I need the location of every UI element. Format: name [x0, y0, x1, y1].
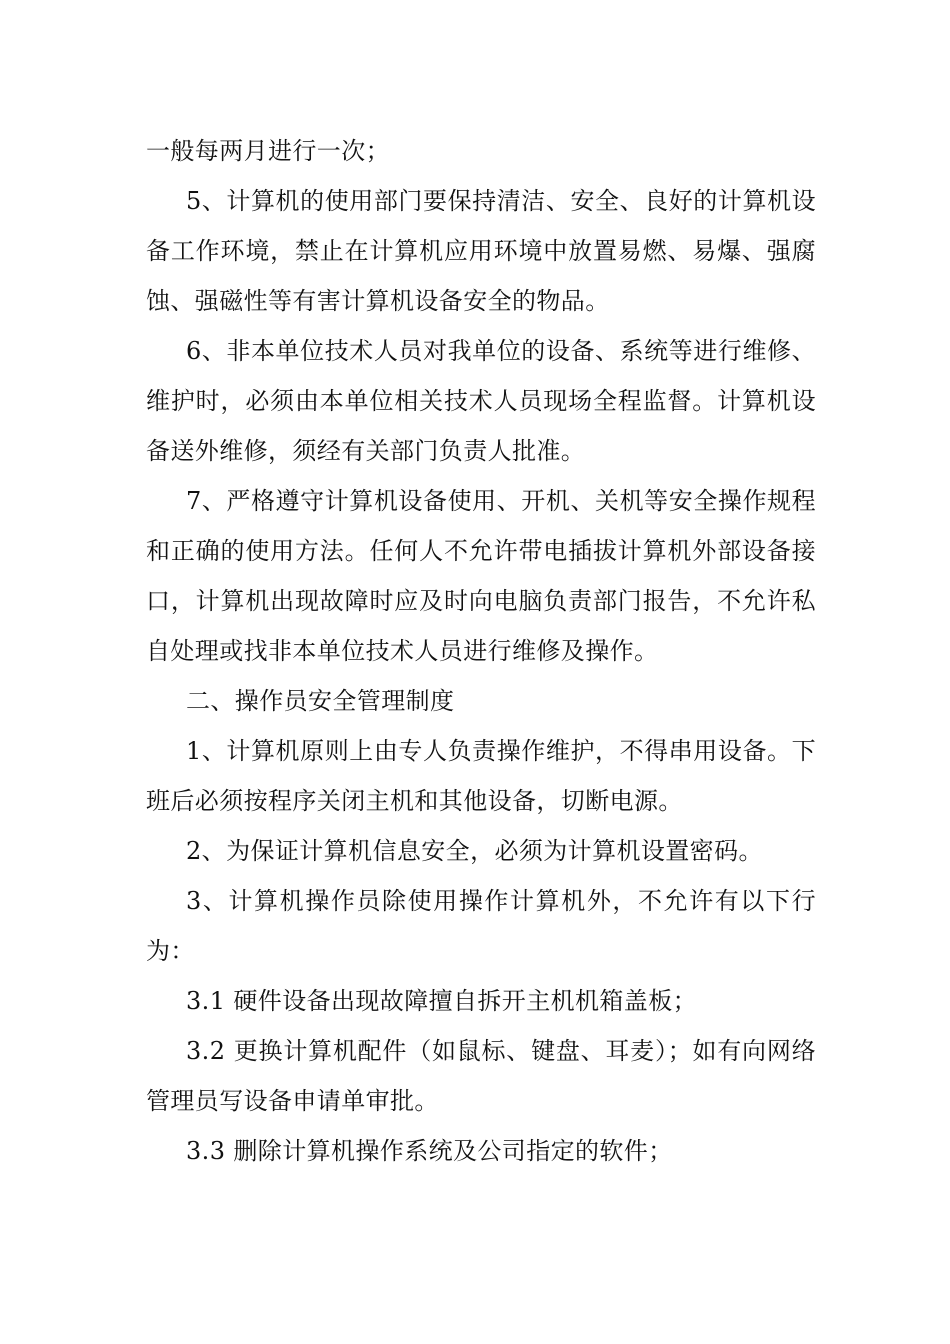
paragraph-sec2-item-3-2: 3.2 更换计算机配件（如鼠标、键盘、耳麦）；如有向网络管理员写设备申请单审批。 [146, 1037, 816, 1115]
paragraph-sec2-item-3: 3、计算机操作员除使用操作计算机外，不允许有以下行为： [146, 887, 816, 965]
paragraph-item-6: 6、非本单位技术人员对我单位的设备、系统等进行维修、维护时，必须由本单位相关技术人员现场全程监督。计算机设备送外维修，须经有关部门负责人批准。 [146, 337, 816, 465]
paragraph-sec2-item-2: 2、为保证计算机信息安全，必须为计算机设置密码。 [186, 837, 763, 865]
section-heading-operator-safety: 二、操作员安全管理制度 [186, 687, 455, 715]
document-body [146, 126, 816, 1176]
paragraph-sec2-item-3-3: 3.3 删除计算机操作系统及公司指定的软件； [186, 1137, 673, 1165]
paragraph-item-5: 5、计算机的使用部门要保持清洁、安全、良好的计算机设备工作环境，禁止在计算机应用环境中放置易燃、易爆、强腐蚀、强磁性等有害计算机设备安全的物品。 [146, 187, 816, 315]
paragraph-sec2-item-3-1: 3.1 硬件设备出现故障擅自拆开主机机箱盖板； [186, 987, 697, 1015]
paragraph-continuation: 一般每两月进行一次； [146, 137, 390, 165]
paragraph-sec2-item-1: 1、计算机原则上由专人负责操作维护，不得串用设备。下班后必须按程序关闭主机和其他设备，切断电源。 [146, 737, 816, 815]
paragraph-item-7: 7、严格遵守计算机设备使用、开机、关机等安全操作规程和正确的使用方法。任何人不允许带电插拔计算机外部设备接口，计算机出现故障时应及时向电脑负责部门报告，不允许私自处理或找非本单位技术人员进行维修及操作。 [146, 487, 816, 665]
